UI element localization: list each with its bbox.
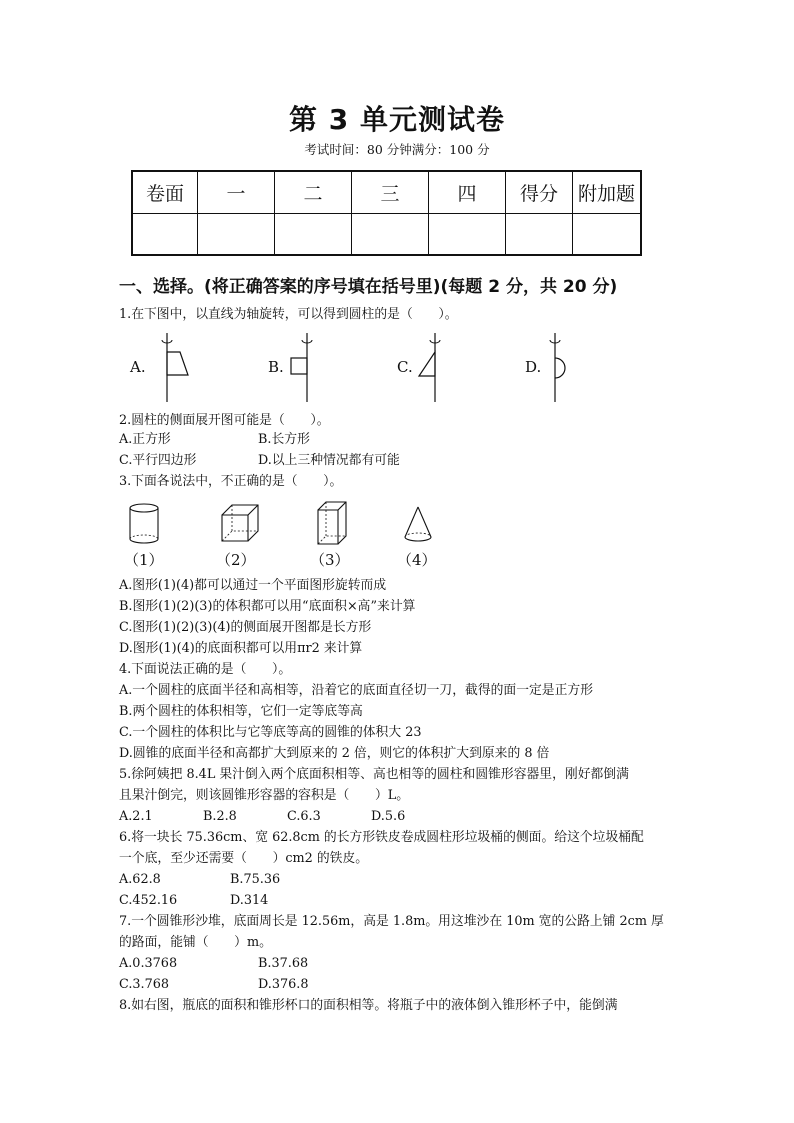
question-6-line-1: 6.将一块长 75.36cm、宽 62.8cm 的长方形铁皮卷成圆柱形垃圾桶的侧面。给这个垃圾桶配 [119, 830, 644, 845]
score-table [131, 170, 642, 256]
q3-figure-label: （4） [397, 551, 437, 569]
q3-figure-label: （3） [310, 551, 350, 569]
q5-option-b: B.2.8 [203, 809, 237, 824]
q6-option-d: D.314 [230, 893, 269, 908]
q3-figure-label: （1） [124, 551, 164, 569]
q4-option-c: C.一个圆柱的体积比与它等底等高的圆锥的体积大 23 [119, 725, 422, 740]
question-7-line-2: 的路面，能铺（ ）m。 [119, 935, 272, 950]
q3-figure-label: （2） [216, 551, 256, 569]
q3-cube-figure [220, 503, 262, 545]
score-blank-cell[interactable] [506, 214, 573, 256]
score-header-cell: 得分 [506, 171, 573, 214]
q4-option-a: A.一个圆柱的底面半径和高相等，沿着它的底面直径切一刀，截得的面一定是正方形 [119, 683, 593, 698]
q1-figure-label: A. [130, 358, 146, 376]
q6-option-a: A.62.8 [119, 872, 161, 887]
score-header-cell: 附加题 [573, 171, 642, 214]
q6-option-c: C.452.16 [119, 893, 178, 908]
q1-figure-d [541, 330, 581, 405]
q5-option-c: C.6.3 [287, 809, 321, 824]
score-header-cell: 二 [275, 171, 352, 214]
q6-option-b: B.75.36 [230, 872, 281, 887]
q1-figure-label: C. [397, 358, 413, 376]
question-5-line-2: 且果汁倒完，则该圆锥形容器的容积是（ ）L。 [119, 788, 410, 803]
q1-figure-label: B. [268, 358, 284, 376]
q2-option-a: A.正方形 [119, 432, 171, 447]
q4-option-b: B.两个圆柱的体积相等，它们一定等底等高 [119, 704, 363, 719]
question-8: 8.如右图，瓶底的面积和锥形杯口的面积相等。将瓶子中的液体倒入锥形杯子中，能倒满 [119, 998, 618, 1013]
question-6-line-2: 一个底，至少还需要（ ）cm2 的铁皮。 [119, 851, 369, 866]
question-2: 2.圆柱的侧面展开图可能是（ ）。 [119, 413, 330, 428]
exam-subtitle: 考试时间：80 分钟满分：100 分 [304, 142, 490, 157]
q4-option-d: D.圆锥的底面半径和高都扩大到原来的 2 倍，则它的体积扩大到原来的 8 倍 [119, 746, 550, 761]
q1-figure-a [160, 330, 200, 405]
score-header-cell: 三 [352, 171, 429, 214]
q7-option-c: C.3.768 [119, 977, 170, 992]
q3-cylinder-figure [128, 503, 164, 545]
score-blank-cell[interactable] [352, 214, 429, 256]
question-5-line-1: 5.徐阿姨把 8.4L 果汁倒入两个底面积相等、高也相等的圆柱和圆锥形容器里，刚好都倒满 [119, 767, 629, 782]
page-title: 第 3 单元测试卷 [289, 103, 505, 136]
q7-option-d: D.376.8 [258, 977, 309, 992]
q2-option-c: C.平行四边形 [119, 453, 197, 468]
section-heading: 一、选择。(将正确答案的序号填在括号里)(每题 2 分，共 20 分) [119, 277, 618, 297]
question-1: 1.在下图中，以直线为轴旋转，可以得到圆柱的是（ ）。 [119, 307, 458, 322]
q3-option-c: C.图形(1)(2)(3)(4)的侧面展开图都是长方形 [119, 620, 372, 635]
score-blank-cell[interactable] [132, 214, 198, 256]
q3-option-a: A.图形(1)(4)都可以通过一个平面图形旋转而成 [119, 578, 387, 593]
q2-option-d: D.以上三种情况都有可能 [258, 453, 400, 468]
score-table-blank-row [132, 214, 641, 256]
score-header-cell: 四 [429, 171, 506, 214]
question-4: 4.下面说法正确的是（ ）。 [119, 662, 292, 677]
score-table-header-row [132, 171, 641, 214]
q3-option-b: B.图形(1)(2)(3)的体积都可以用“底面积×高”来计算 [119, 599, 416, 614]
q7-option-b: B.37.68 [258, 956, 309, 971]
q5-option-a: A.2.1 [119, 809, 153, 824]
q5-option-d: D.5.6 [371, 809, 406, 824]
score-blank-cell[interactable] [573, 214, 642, 256]
q1-figure-b [285, 330, 325, 405]
score-blank-cell[interactable] [275, 214, 352, 256]
q3-cuboid-figure [316, 500, 350, 546]
score-blank-cell[interactable] [198, 214, 275, 256]
q7-option-a: A.0.3768 [119, 956, 178, 971]
question-7-line-1: 7.一个圆锥形沙堆，底面周长是 12.56m，高是 1.8m。用这堆沙在 10m 宽的公路上铺 2cm 厚 [119, 914, 664, 929]
q2-option-b: B.长方形 [258, 432, 310, 447]
q3-option-d: D.图形(1)(4)的底面积都可以用πr2 来计算 [119, 641, 363, 656]
question-3: 3.下面各说法中，不正确的是（ ）。 [119, 474, 343, 489]
score-header-cell: 卷面 [132, 171, 198, 214]
score-blank-cell[interactable] [429, 214, 506, 256]
q3-cone-figure [402, 505, 436, 545]
q1-figure-c [413, 330, 453, 405]
score-header-cell: 一 [198, 171, 275, 214]
q1-figure-label: D. [525, 358, 542, 376]
